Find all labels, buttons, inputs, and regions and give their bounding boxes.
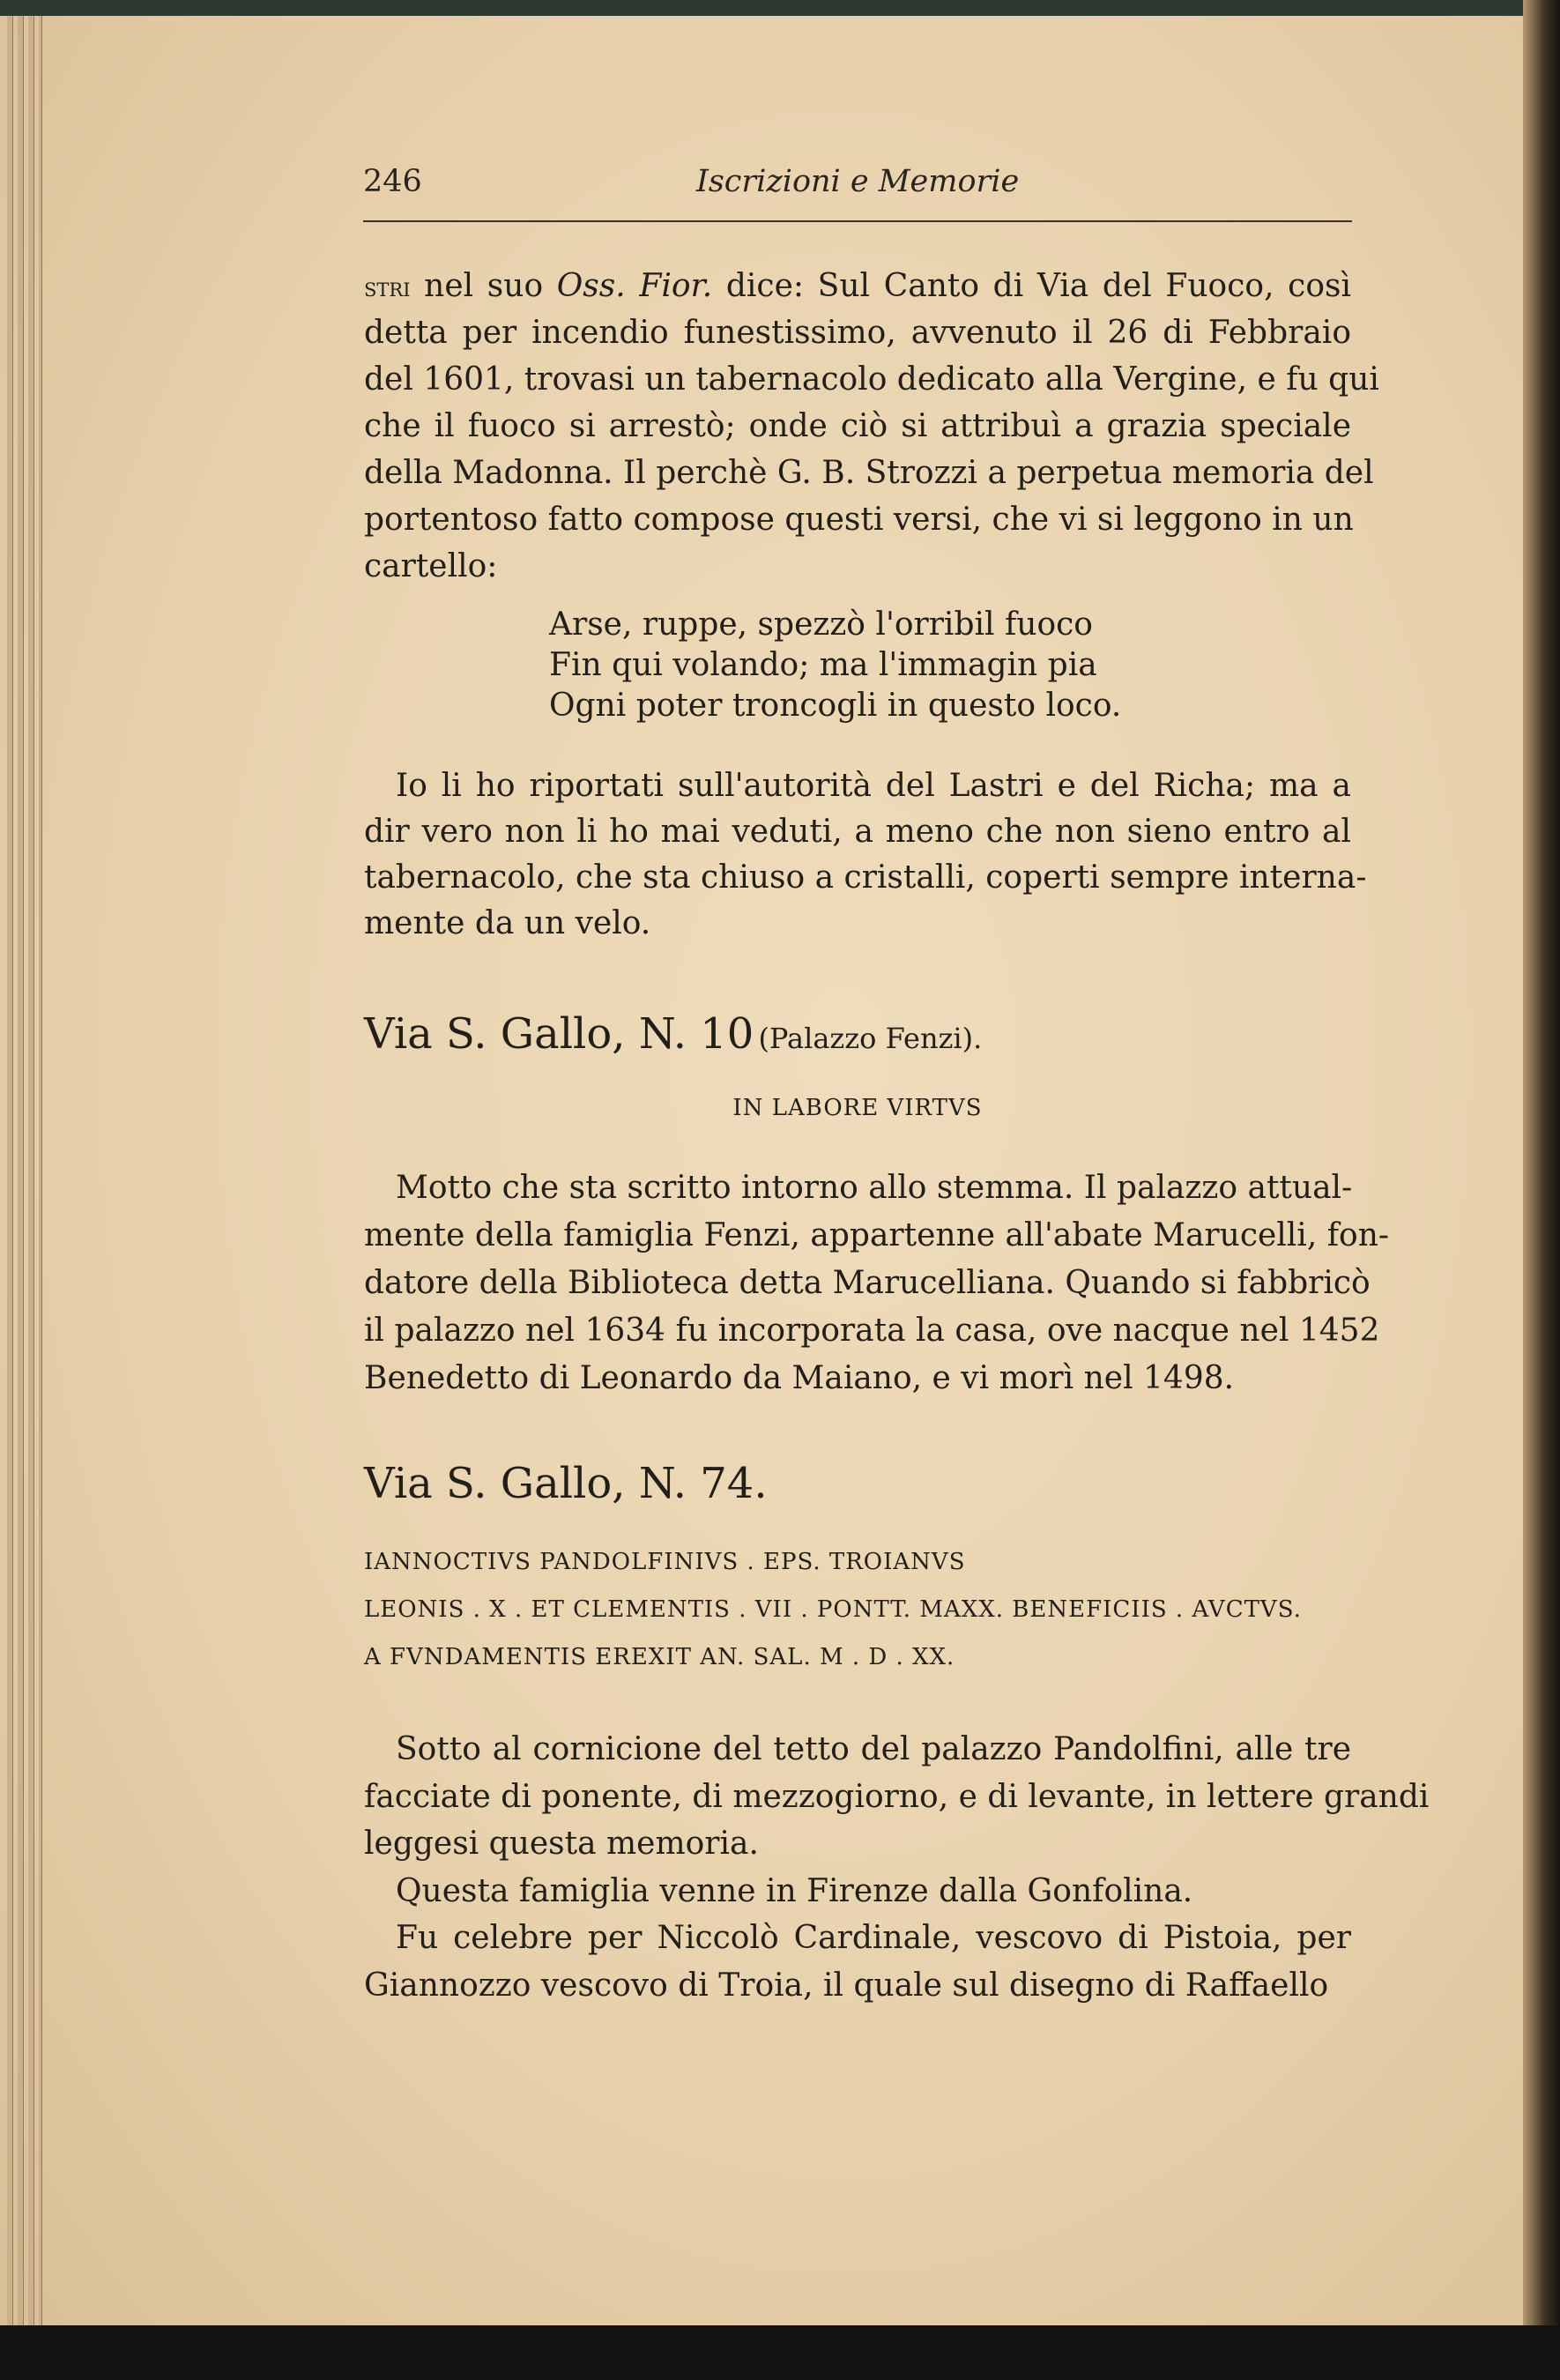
text-span: dice: Sul Canto di Via del Fuoco, così bbox=[712, 268, 1351, 304]
text-line: mente da un velo. bbox=[364, 905, 651, 941]
scan-bottom-border bbox=[0, 2325, 1560, 2380]
text-line: Ogni poter troncogli in questo loco. bbox=[549, 688, 1122, 724]
running-title: Iscrizioni e Memorie bbox=[696, 164, 1020, 199]
text-line: facciate di ponente, di mezzogiorno, e di levante, in lettere grandi bbox=[364, 1778, 1430, 1815]
text-line bbox=[364, 263, 1351, 309]
paragraph-2 bbox=[364, 763, 1367, 947]
paragraph-1 bbox=[364, 263, 1379, 590]
page-edge bbox=[18, 16, 24, 2325]
text-line: che il fuoco si arrestò; onde ciò si attribuì a grazia speciale bbox=[364, 408, 1351, 444]
text-line: dir vero non li ho mai veduti, a meno che non sieno entro al bbox=[364, 814, 1351, 850]
paragraph-4 bbox=[364, 1726, 1430, 2009]
scan-top-border bbox=[0, 0, 1560, 18]
page-number: 246 bbox=[363, 164, 422, 199]
page-edge bbox=[28, 16, 34, 2325]
text-span: Oss. Fior. bbox=[556, 268, 713, 304]
book-gutter bbox=[1523, 0, 1560, 2380]
page-edge bbox=[7, 16, 13, 2325]
header-rule bbox=[363, 220, 1352, 222]
text-line: Arse, ruppe, spezzò l'orribil fuoco bbox=[549, 606, 1093, 643]
text-span: stri bbox=[364, 272, 411, 303]
heading-subtitle: (Palazzo Fenzi). bbox=[758, 1022, 983, 1055]
text-line: cartello: bbox=[364, 548, 498, 584]
text-line: Benedetto di Leonardo da Maiano, e vi morì nel 1498. bbox=[364, 1360, 1235, 1396]
text-line: Sotto al cornicione del tetto del palazzo Pandolfini, alle tre bbox=[396, 1731, 1351, 1767]
text-line: tabernacolo, che sta chiuso a cristalli, coperti sempre interna- bbox=[364, 859, 1367, 896]
paragraph-3 bbox=[364, 1164, 1390, 1402]
text-line: del 1601, trovasi un tabernacolo dedicato alla Vergine, e fu qui bbox=[364, 361, 1379, 398]
text-line: portentoso fatto compose questi versi, che vi si leggono in un bbox=[364, 502, 1354, 538]
text-line: Io li ho riportati sull'autorità del Lastri e del Richa; ma a bbox=[396, 768, 1351, 804]
text-line: datore della Biblioteca detta Marucelliana. Quando si fabbricò bbox=[364, 1265, 1371, 1301]
text-line: Fu celebre per Niccolò Cardinale, vescovo di Pistoia, per bbox=[396, 1920, 1351, 1956]
text-line: il palazzo nel 1634 fu incorporata la casa, ove nacque nel 1452 bbox=[364, 1313, 1380, 1349]
text-span: nel suo bbox=[410, 268, 557, 304]
text-line: Fin qui volando; ma l'immagin pia bbox=[549, 647, 1097, 683]
text-line: della Madonna. Il perchè G. B. Strozzi a perpetua memoria del bbox=[364, 455, 1374, 491]
text-line: detta per incendio funestissimo, avvenuto il 26 di Febbraio bbox=[364, 315, 1351, 351]
poem bbox=[549, 605, 1166, 726]
text-line: A FVNDAMENTIS EREXIT AN. SAL. M . D . XX. bbox=[364, 1644, 955, 1670]
text-line: Giannozzo vescovo di Troia, il quale sul disegno di Raffaello bbox=[364, 1967, 1329, 2004]
motto-inscription: IN LABORE VIRTVS bbox=[732, 1095, 983, 1121]
heading-address: Via S. Gallo, N. 10 bbox=[364, 1009, 754, 1059]
section-heading-palazzo-pandolfini: Via S. Gallo, N. 74. bbox=[364, 1459, 768, 1508]
text-line: mente della famiglia Fenzi, appartenne all'abate Marucelli, fon- bbox=[364, 1217, 1390, 1253]
text-line: LEONIS . X . ET CLEMENTIS . VII . PONTT. MAXX. BENEFICIIS . AVCTVS. bbox=[364, 1596, 1302, 1623]
inscription bbox=[364, 1538, 1351, 1681]
text-line: leggesi questa memoria. bbox=[364, 1826, 759, 1862]
section-heading-palazzo-fenzi bbox=[364, 1009, 1351, 1059]
text-line: IANNOCTIVS PANDOLFINIVS . EPS. TROIANVS bbox=[364, 1549, 966, 1575]
text-line: Motto che sta scritto intorno allo stemma. Il palazzo attual- bbox=[396, 1170, 1353, 1206]
page-edge bbox=[39, 16, 42, 2325]
text-line: Questa famiglia venne in Firenze dalla Gonfolina. bbox=[396, 1872, 1193, 1909]
